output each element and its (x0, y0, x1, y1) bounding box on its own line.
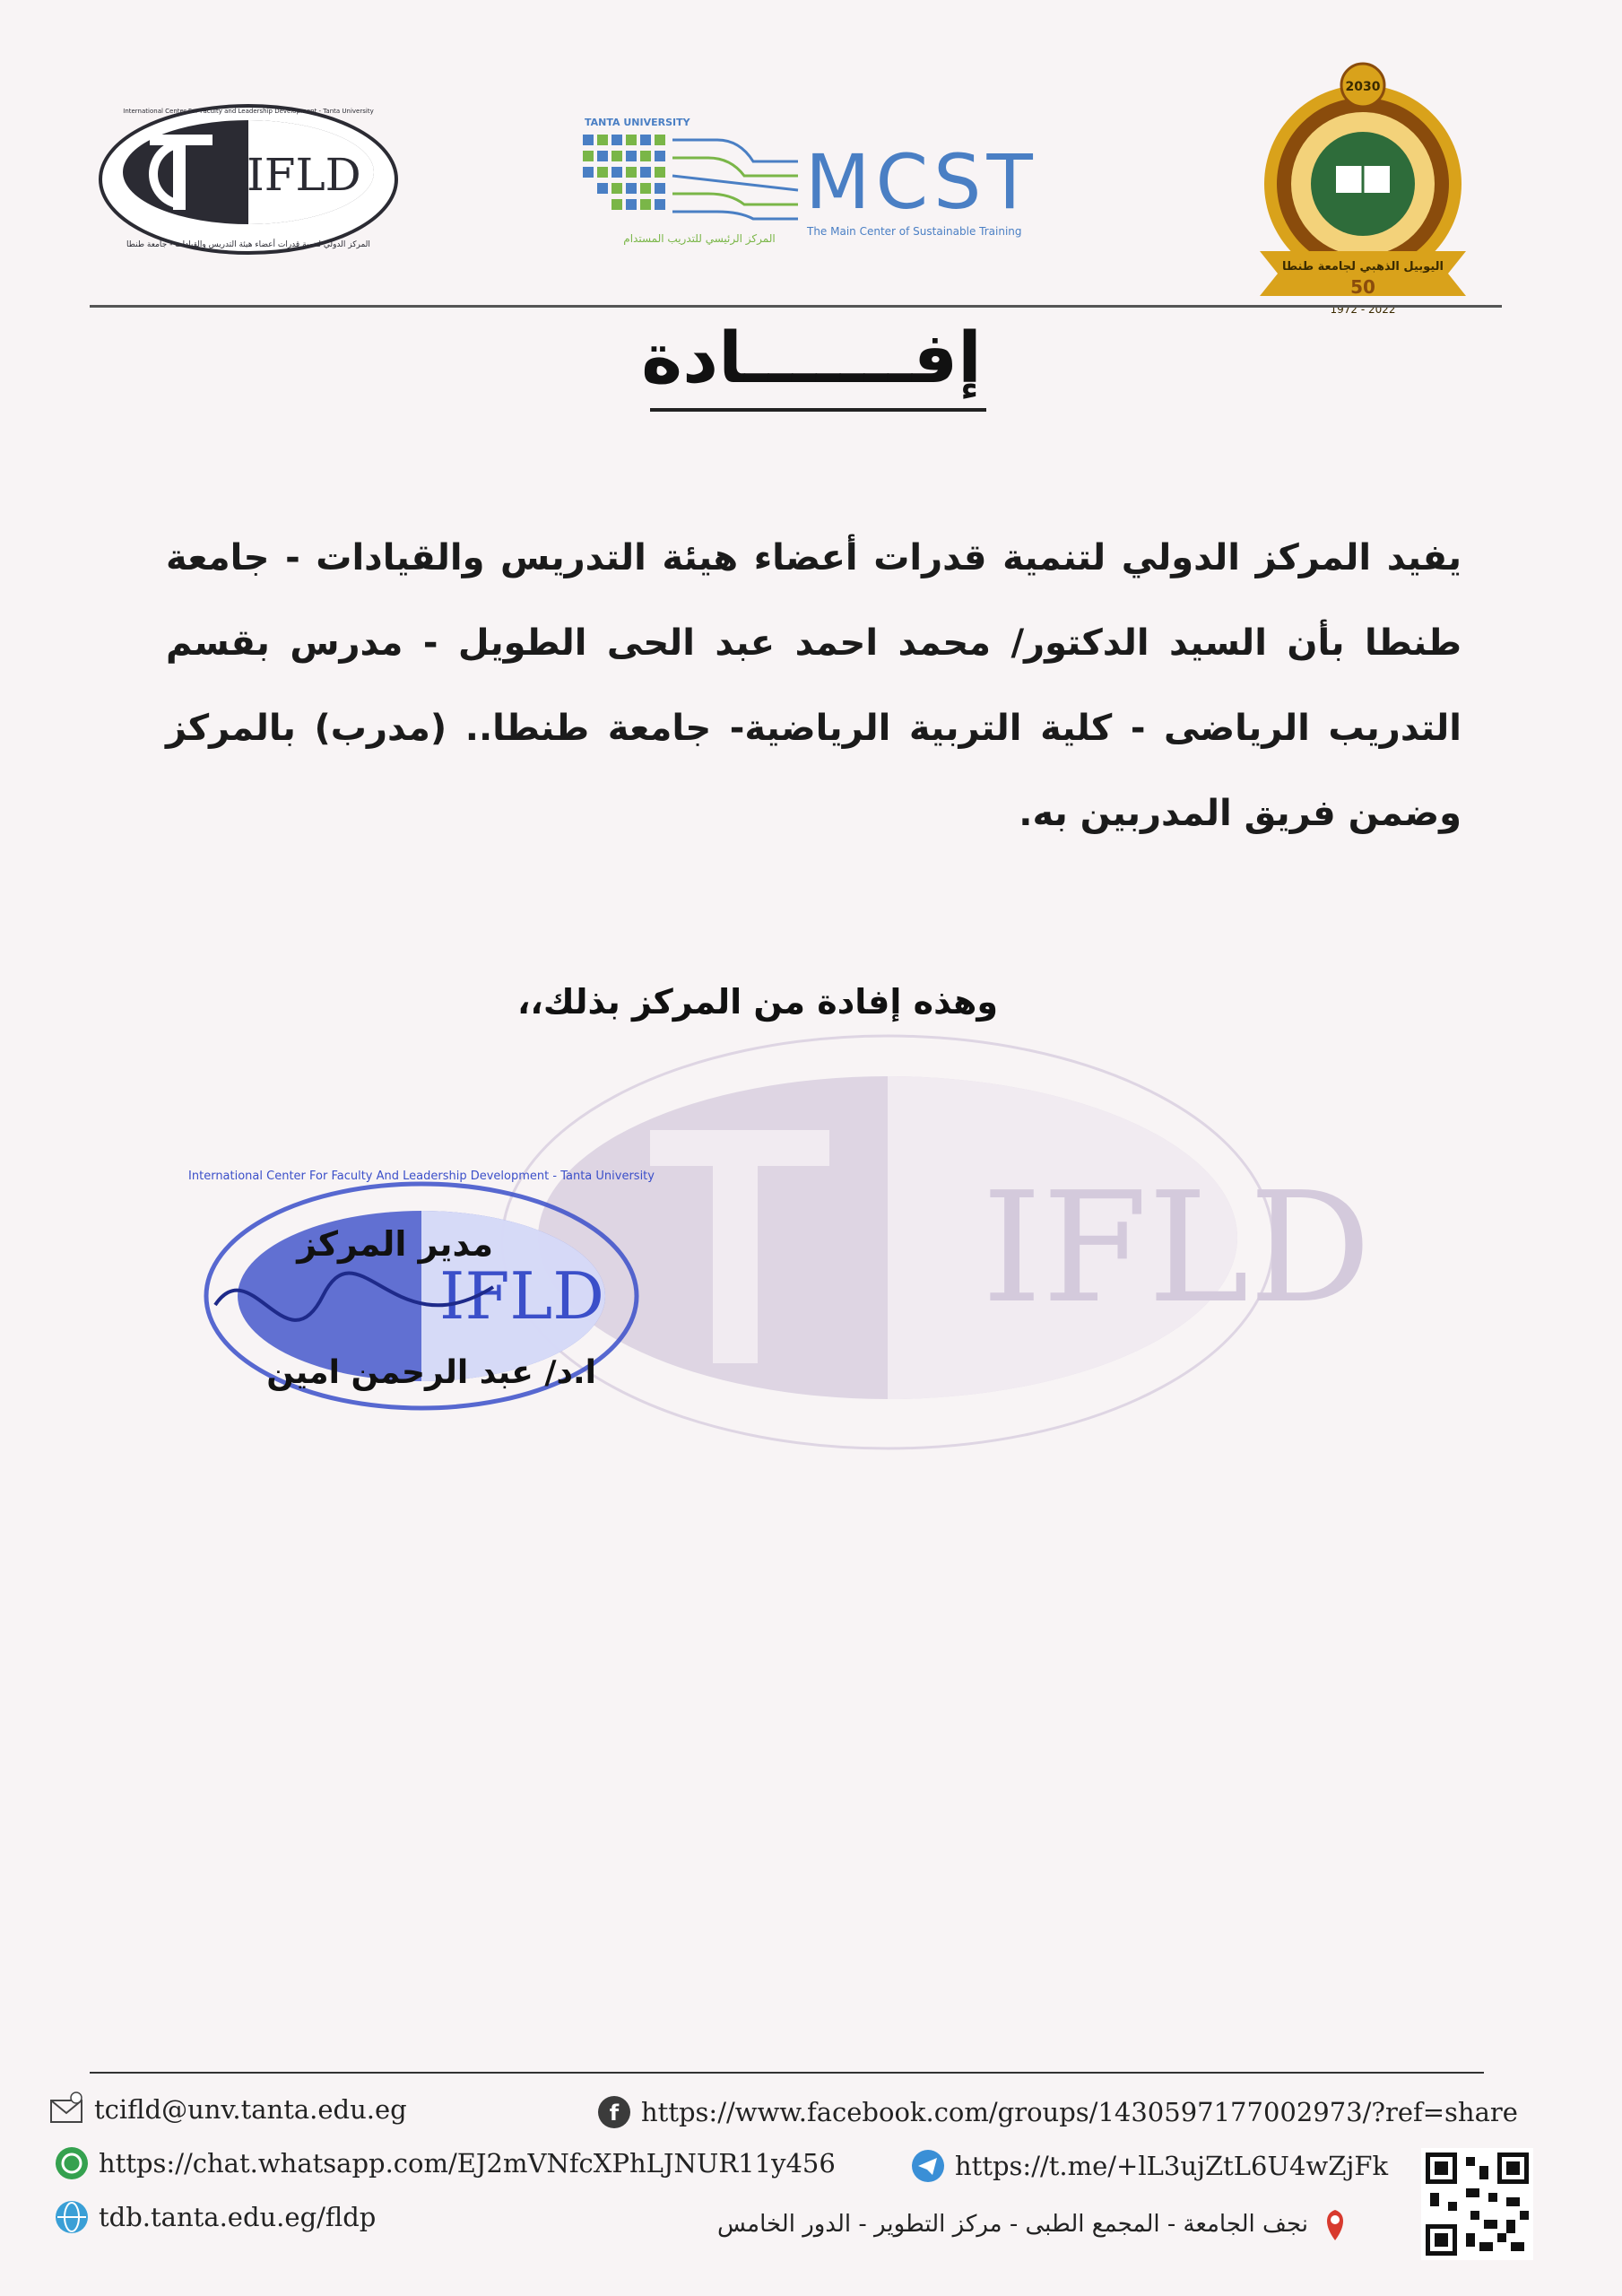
footer-telegram[interactable] (910, 2148, 1388, 2184)
signatory-name: ا.د/ عبد الرحمن امين (266, 1354, 596, 1391)
mcst-logo (583, 108, 1067, 260)
tifld-english-caption: International Center For Faculty and Leadership Development - Tanta University (123, 108, 374, 115)
qr-code[interactable] (1421, 2148, 1533, 2260)
footer-divider (90, 2072, 1484, 2074)
envelope-icon (49, 2092, 85, 2127)
footer-facebook[interactable] (596, 2094, 1518, 2130)
mcst-grid-icon (583, 135, 665, 210)
tifld-logo (94, 99, 403, 260)
svg-text:f: f (609, 2100, 620, 2126)
email-text[interactable]: tcifld@unv.tanta.edu.eg (94, 2094, 407, 2125)
website-link[interactable]: tdb.tanta.edu.eg/fldp (99, 2202, 377, 2232)
title-underline (650, 408, 986, 412)
closing-line: وهذه إفادة من المركز بذلك،، (517, 982, 998, 1022)
official-stamp (188, 1152, 655, 1439)
location-pin-icon (1317, 2206, 1353, 2242)
mcst-subtitle: The Main Center of Sustainable Training (807, 225, 1022, 238)
tanta-golden-jubilee-seal (1251, 58, 1475, 318)
footer-address (717, 2206, 1399, 2242)
tifld-letters: IFLD (247, 149, 361, 201)
vision-2030: 2030 (1345, 80, 1381, 94)
globe-icon (54, 2199, 90, 2235)
watermark-letters: IFLD (982, 1160, 1372, 1337)
mcst-circuit-lines (672, 140, 798, 219)
seal-years: 1972 - 2022 (1330, 303, 1396, 316)
whatsapp-link[interactable]: https://chat.whatsapp.com/EJ2mVNfcXPhLJNUR11y456 (99, 2148, 836, 2179)
signatory-title: مدير المركز (297, 1224, 493, 1264)
mcst-arabic: المركز الرئيسي للتدريب المستدام (623, 232, 776, 245)
seal-ribbon: اليوبيل الذهبي لجامعة طنطا (1282, 260, 1444, 274)
seal-number: 50 (1350, 276, 1375, 298)
footer-whatsapp[interactable] (54, 2145, 836, 2181)
mcst-name: MCST (805, 138, 1038, 226)
mcst-university: TANTA UNIVERSITY (585, 117, 690, 128)
tifld-arabic-caption: المركز الدولي لتنمية قدرات أعضاء هيئة التدريس والقيادات - جامعة طنطا (126, 240, 370, 249)
document-title: إفـــــــادة (641, 318, 982, 399)
facebook-icon (596, 2094, 632, 2130)
telegram-icon (910, 2148, 946, 2184)
telegram-link[interactable]: https://t.me/+lL3ujZtL6U4wZjFk (955, 2151, 1389, 2181)
address-text: نجف الجامعة - المجمع الطبى - مركز التطوير - الدور الخامس (717, 2211, 1308, 2238)
header-divider (90, 305, 1502, 308)
facebook-link[interactable]: https://www.facebook.com/groups/1430597177002973/?ref=share (641, 2097, 1518, 2127)
whatsapp-icon (54, 2145, 90, 2181)
body-paragraph: يفيد المركز الدولي لتنمية قدرات أعضاء هيئة التدريس والقيادات - جامعة طنطا بأن السيد الدكتور/ محمد احمد عبد الحى الطويل - مدرس بقسم التدريب الرياضى - كلية التربية الرياضية- جامعة طنطا.. (مدرب) بالمركز وضمن فريق المدربين به. (166, 537, 1462, 834)
footer-website[interactable] (54, 2199, 376, 2235)
stamp-letters: IFLD (439, 1258, 604, 1334)
footer-email[interactable] (49, 2092, 407, 2127)
stamp-ring-text: International Center For Faculty And Leadership Development - Tanta University (188, 1170, 655, 1183)
